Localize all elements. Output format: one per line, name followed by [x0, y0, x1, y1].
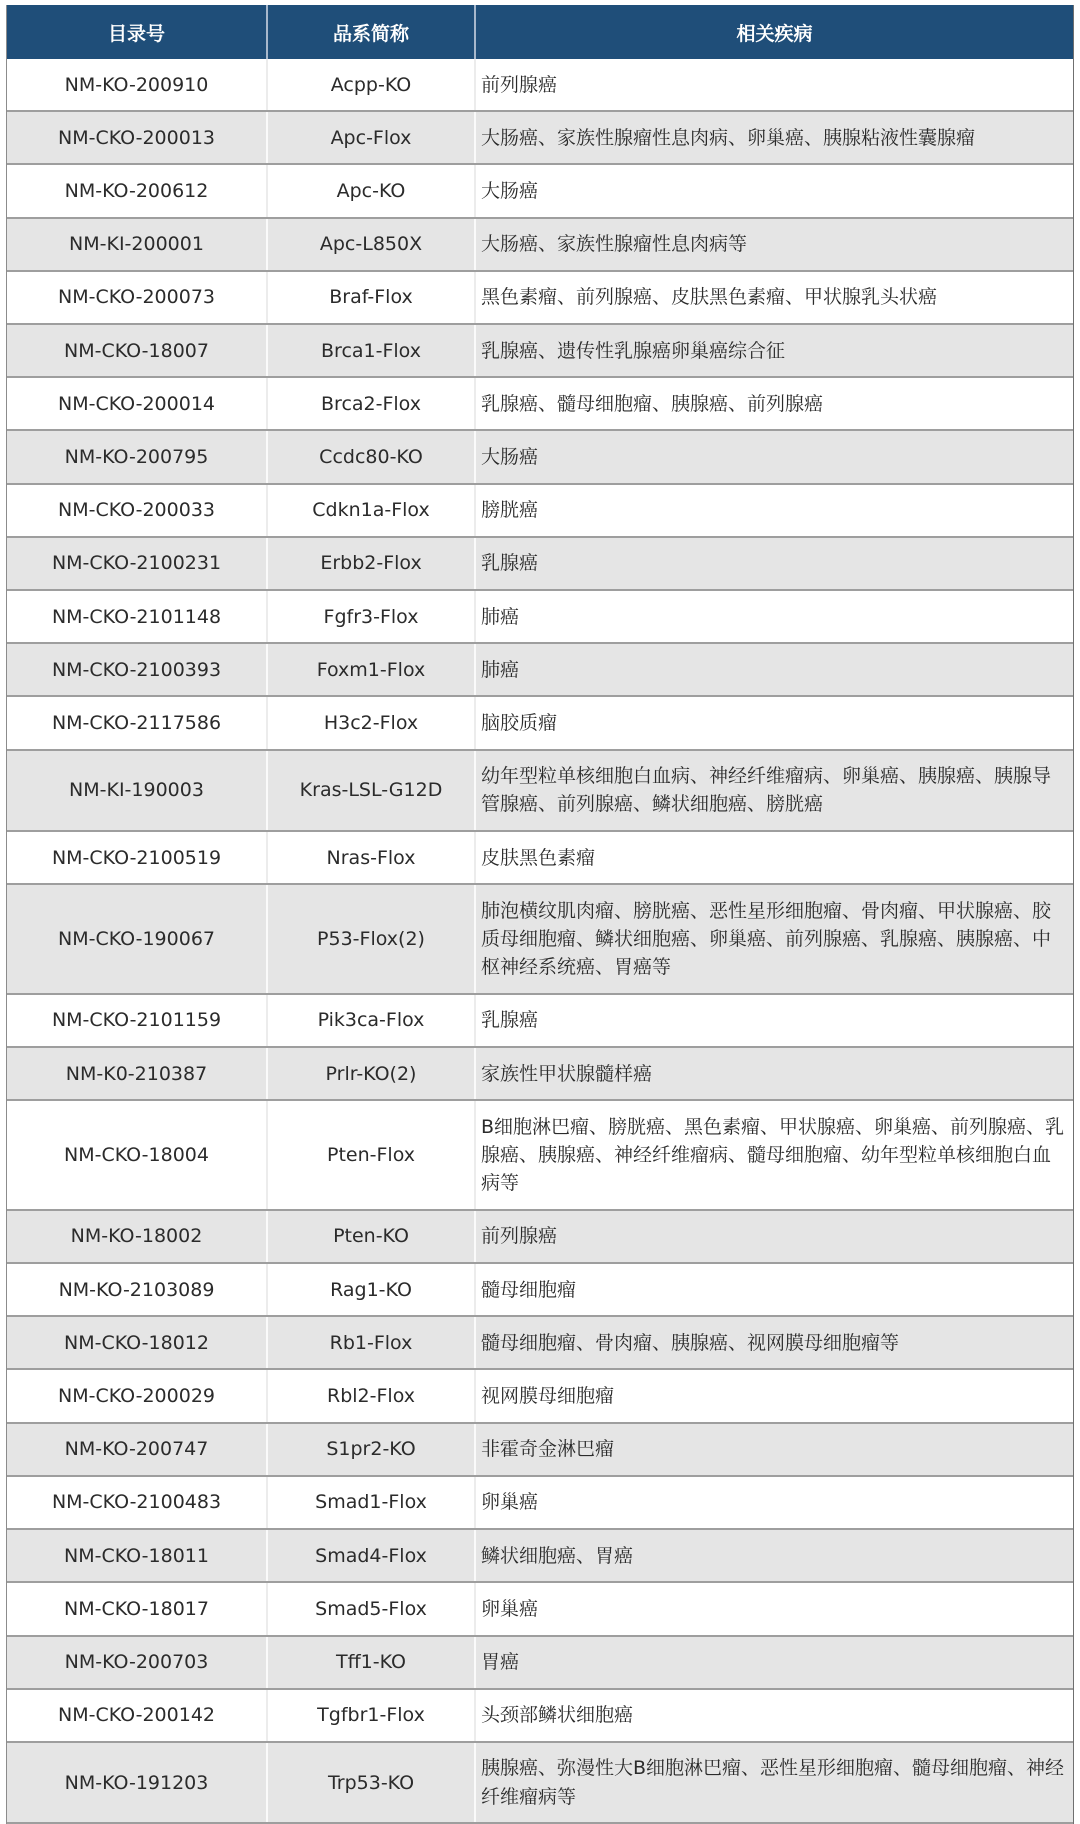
- table-row: [7, 644, 1073, 697]
- cell-related-diseases: 大肠癌: [474, 431, 1073, 482]
- cell-catalog-no: NM-KO-200612: [64, 179, 209, 202]
- cell-related-diseases: 乳腺癌、遗传性乳腺癌卵巢癌综合征: [474, 325, 1073, 376]
- table-row: [7, 1477, 1073, 1530]
- cell-related-diseases: 非霍奇金淋巴瘤: [474, 1424, 1073, 1475]
- table-row: [7, 165, 1073, 218]
- cell-catalog-no: NM-CKO-2100483: [51, 1491, 222, 1514]
- cell-related-diseases: 髓母细胞瘤、骨肉瘤、胰腺癌、视网膜母细胞瘤等: [474, 1317, 1073, 1368]
- cell-strain-name: Ccdc80-KO: [266, 431, 474, 482]
- cell-catalog-no: NM-CKO-18004: [64, 1143, 209, 1166]
- cell-strain-name: Tff1-KO: [266, 1637, 474, 1688]
- cell-strain-name: Pik3ca-Flox: [266, 995, 474, 1046]
- cell-strain-name: Rag1-KO: [266, 1264, 474, 1315]
- cell-catalog-no: NM-CKO-18012: [64, 1331, 209, 1354]
- header-strain-name: 品系简称: [266, 5, 474, 59]
- cell-strain-name: Kras-LSL-G12D: [266, 751, 474, 830]
- cell-catalog-no: NM-CKO-200073: [57, 286, 216, 309]
- cell-catalog-no: NM-CKO-200029: [57, 1384, 216, 1407]
- table-row: [7, 1637, 1073, 1690]
- cell-catalog-no: NM-CKO-200014: [57, 392, 216, 415]
- cell-related-diseases: 乳腺癌、髓母细胞瘤、胰腺癌、前列腺癌: [474, 378, 1073, 429]
- table-row: [7, 1583, 1073, 1636]
- cell-catalog-no: NM-CKO-2100231: [51, 552, 222, 575]
- cell-related-diseases: 乳腺癌: [474, 995, 1073, 1046]
- cell-catalog-no: NM-CKO-18017: [64, 1597, 209, 1620]
- table-row: [7, 995, 1073, 1048]
- cell-strain-name: Smad4-Flox: [266, 1530, 474, 1581]
- cell-catalog-no: NM-KI-190003: [69, 779, 204, 802]
- table-row: [7, 538, 1073, 591]
- cell-catalog-no: NM-CKO-2100519: [51, 846, 222, 869]
- cell-strain-name: Trp53-KO: [266, 1743, 474, 1822]
- cell-catalog-no: NM-KO-200795: [64, 445, 209, 468]
- table-row: [7, 378, 1073, 431]
- table-body: [7, 59, 1073, 1824]
- cell-strain-name: Apc-KO: [266, 165, 474, 216]
- cell-strain-name: Apc-Flox: [266, 112, 474, 163]
- cell-strain-name: Acpp-KO: [266, 59, 474, 110]
- cell-catalog-no: NM-CKO-18007: [64, 339, 209, 362]
- cell-related-diseases: 大肠癌、家族性腺瘤性息肉病等: [474, 219, 1073, 270]
- cell-catalog-no: NM-KO-191203: [64, 1771, 209, 1794]
- cell-related-diseases: 幼年型粒单核细胞白血病、神经纤维瘤病、卵巢癌、胰腺癌、胰腺导管腺癌、前列腺癌、鳞状细胞癌、膀胱癌: [474, 751, 1073, 830]
- header-related-diseases: 相关疾病: [474, 5, 1073, 59]
- strain-disease-table: [6, 5, 1074, 1824]
- table-row: [7, 59, 1073, 112]
- table-row: [7, 325, 1073, 378]
- cell-catalog-no: NM-CKO-2117586: [51, 711, 222, 734]
- cell-strain-name: Nras-Flox: [266, 832, 474, 883]
- cell-strain-name: Pten-Flox: [266, 1101, 474, 1209]
- cell-strain-name: Cdkn1a-Flox: [266, 485, 474, 536]
- table-row: [7, 885, 1073, 995]
- cell-related-diseases: 髓母细胞瘤: [474, 1264, 1073, 1315]
- cell-strain-name: Apc-L850X: [266, 219, 474, 270]
- cell-catalog-no: NM-K0-210387: [65, 1062, 208, 1085]
- table-row: [7, 1048, 1073, 1101]
- cell-related-diseases: 黑色素瘤、前列腺癌、皮肤黑色素瘤、甲状腺乳头状癌: [474, 272, 1073, 323]
- cell-catalog-no: NM-KO-200703: [64, 1651, 209, 1673]
- table-row: [7, 219, 1073, 272]
- cell-related-diseases: 皮肤黑色素瘤: [474, 832, 1073, 883]
- cell-strain-name: Erbb2-Flox: [266, 538, 474, 589]
- cell-related-diseases: 前列腺癌: [474, 59, 1073, 110]
- table-row: [7, 1211, 1073, 1264]
- cell-strain-name: Brca1-Flox: [266, 325, 474, 376]
- cell-catalog-no: NM-KO-200910: [64, 73, 209, 96]
- header-catalog-no: 目录号: [107, 22, 165, 45]
- cell-catalog-no: NM-CKO-200142: [57, 1704, 216, 1727]
- cell-catalog-no: NM-CKO-200013: [57, 126, 216, 149]
- cell-catalog-no: NM-KO-200747: [64, 1438, 209, 1461]
- cell-catalog-no: NM-CKO-2101159: [51, 1009, 222, 1032]
- table-row: [7, 485, 1073, 538]
- cell-strain-name: Braf-Flox: [266, 272, 474, 323]
- cell-catalog-no: NM-KO-2103089: [58, 1278, 215, 1301]
- cell-catalog-no: NM-CKO-200033: [57, 499, 216, 522]
- cell-related-diseases: 脑胶质瘤: [474, 697, 1073, 748]
- cell-strain-name: Rbl2-Flox: [266, 1370, 474, 1421]
- cell-catalog-no: NM-CKO-2100393: [51, 658, 222, 681]
- cell-strain-name: Tgfbr1-Flox: [266, 1690, 474, 1741]
- table-row: [7, 1424, 1073, 1477]
- table-row: [7, 697, 1073, 750]
- cell-strain-name: Rb1-Flox: [266, 1317, 474, 1368]
- cell-catalog-no: NM-KI-200001: [69, 233, 204, 256]
- table-row: [7, 1101, 1073, 1211]
- table-row: [7, 1530, 1073, 1583]
- table-row: [7, 1264, 1073, 1317]
- table-header: [7, 5, 1073, 59]
- cell-strain-name: Pten-KO: [266, 1211, 474, 1262]
- cell-related-diseases: 卵巢癌: [474, 1583, 1073, 1634]
- cell-related-diseases: 前列腺癌: [474, 1211, 1073, 1262]
- cell-catalog-no: NM-CKO-2101148: [51, 605, 222, 628]
- cell-strain-name: P53-Flox(2): [266, 885, 474, 993]
- cell-strain-name: S1pr2-KO: [266, 1424, 474, 1475]
- cell-strain-name: Smad1-Flox: [266, 1477, 474, 1528]
- cell-related-diseases: 大肠癌: [474, 165, 1073, 216]
- cell-strain-name: Smad5-Flox: [266, 1583, 474, 1634]
- table-row: [7, 832, 1073, 885]
- cell-related-diseases: 膀胱癌: [474, 485, 1073, 536]
- cell-related-diseases: 大肠癌、家族性腺瘤性息肉病、卵巢癌、胰腺粘液性囊腺瘤: [474, 112, 1073, 163]
- table-row: [7, 112, 1073, 165]
- table-row: [7, 1690, 1073, 1743]
- table-row: [7, 1317, 1073, 1370]
- cell-related-diseases: 胰腺癌、弥漫性大B细胞淋巴瘤、恶性星形细胞瘤、髓母细胞瘤、神经纤维瘤病等: [474, 1743, 1073, 1822]
- cell-catalog-no: NM-KO-18002: [70, 1225, 203, 1248]
- table-row: [7, 751, 1073, 832]
- cell-related-diseases: 视网膜母细胞瘤: [474, 1370, 1073, 1421]
- cell-strain-name: Prlr-KO(2): [266, 1048, 474, 1099]
- cell-related-diseases: 头颈部鳞状细胞癌: [474, 1690, 1073, 1741]
- cell-related-diseases: 家族性甲状腺髓样癌: [474, 1048, 1073, 1099]
- cell-strain-name: Fgfr3-Flox: [266, 591, 474, 642]
- cell-related-diseases: 肺泡横纹肌肉瘤、膀胱癌、恶性星形细胞瘤、骨肉瘤、甲状腺癌、胶质母细胞瘤、鳞状细胞癌、卵巢癌、前列腺癌、乳腺癌、胰腺癌、中枢神经系统癌、胃癌等: [474, 885, 1073, 993]
- table-row: [7, 431, 1073, 484]
- table-row: [7, 591, 1073, 644]
- table-row: [7, 1743, 1073, 1824]
- cell-related-diseases: 胃癌: [474, 1637, 1073, 1688]
- cell-related-diseases: 乳腺癌: [474, 538, 1073, 589]
- cell-strain-name: Foxm1-Flox: [266, 644, 474, 695]
- cell-catalog-no: NM-CKO-18011: [64, 1544, 209, 1567]
- table-row: [7, 1370, 1073, 1423]
- cell-related-diseases: 鳞状细胞癌、胃癌: [474, 1530, 1073, 1581]
- cell-related-diseases: 肺癌: [474, 591, 1073, 642]
- cell-related-diseases: B细胞淋巴瘤、膀胱癌、黑色素瘤、甲状腺癌、卵巢癌、前列腺癌、乳腺癌、胰腺癌、神经纤维瘤病、髓母细胞瘤、幼年型粒单核细胞白血病等: [474, 1101, 1073, 1209]
- cell-strain-name: H3c2-Flox: [266, 697, 474, 748]
- cell-related-diseases: 肺癌: [474, 644, 1073, 695]
- cell-strain-name: Brca2-Flox: [266, 378, 474, 429]
- cell-catalog-no: NM-CKO-190067: [57, 927, 216, 950]
- cell-related-diseases: 卵巢癌: [474, 1477, 1073, 1528]
- table-row: [7, 272, 1073, 325]
